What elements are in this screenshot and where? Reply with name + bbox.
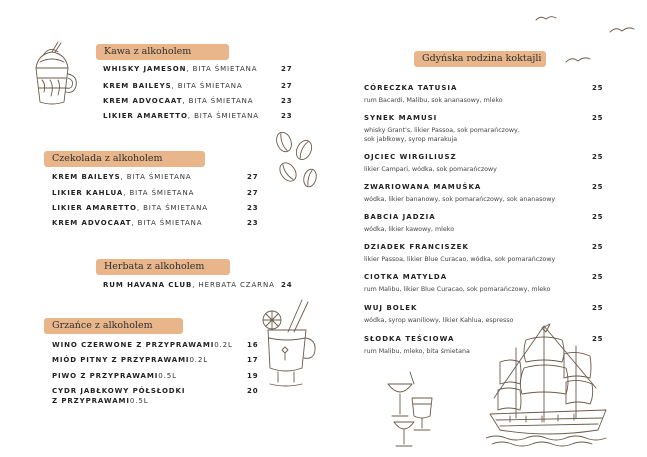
item-name: MIÓD PITNY Z PRZYPRAWAMI <box>52 356 190 364</box>
cocktail-item <box>364 243 604 265</box>
menu-item <box>103 82 293 91</box>
menu-item <box>52 219 262 228</box>
item-price: 23 <box>281 112 293 120</box>
item-desc: 0.5L <box>158 372 177 380</box>
cocktail-name: WUJ BOLEK <box>364 304 418 312</box>
cocktail-glasses-icon <box>384 370 444 450</box>
coffee-beans-icon <box>270 128 326 192</box>
cocktail-price: 25 <box>592 213 604 221</box>
cocktail-desc: likier Passoa, likier Blue Curacao, wódka, sok pomarańczowy <box>364 256 556 263</box>
cocktail-price: 25 <box>592 335 604 343</box>
cocktail-desc-line1: whisky Grant's, likier Passoa, sok pomarańczowy, <box>364 127 520 134</box>
seagulls-icon <box>530 12 640 72</box>
menu-item <box>52 356 262 365</box>
cocktail-name: SŁODKA TEŚCIOWA <box>364 335 455 343</box>
item-price: 17 <box>247 356 259 364</box>
item-desc: , BITA ŚMIETANA <box>171 82 243 90</box>
item-name: KREM BAILEYS <box>52 173 121 181</box>
item-name: CYDR JABŁKOWY PÓŁSŁODKI <box>52 387 186 395</box>
cocktail-desc: rum Malibu, likier Blue Curacao, sok pomarańczowy, mleko <box>364 286 551 293</box>
item-price: 27 <box>247 189 259 197</box>
item-name: LIKIER AMARETTO <box>103 112 188 120</box>
cocktail-price: 25 <box>592 114 604 122</box>
menu-item <box>103 281 298 290</box>
cocktail-item <box>364 84 604 106</box>
item-price: 19 <box>247 372 259 380</box>
cocktail-desc-line2: sok jabłkowy, syrop marakuja <box>364 135 458 143</box>
item-name: PIWO Z PRZYPRAWAMI <box>52 372 159 380</box>
item-desc: , BITA ŚMIETANA <box>123 189 195 197</box>
item-desc: 0.2L <box>214 341 233 349</box>
section-heading-herbata: Herbata z alkoholem <box>96 259 230 275</box>
cocktail-desc <box>364 127 584 144</box>
item-desc: , BITA ŚMIETANA <box>131 219 203 227</box>
item-name: KREM ADVOCAAT <box>103 97 183 105</box>
item-desc: , BITA ŚMIETANA <box>186 65 258 73</box>
cocktail-item <box>364 114 604 144</box>
item-desc: , BITA ŚMIETANA <box>136 204 208 212</box>
section-heading-koktajle: Gdyńska rodzina koktajli <box>414 51 546 67</box>
cocktail-price: 25 <box>592 183 604 191</box>
menu-item <box>52 173 262 182</box>
cocktail-item <box>364 335 604 357</box>
cocktail-desc: wódka, likier kawowy, mleko <box>364 226 455 233</box>
cocktail-item <box>364 153 604 175</box>
cocktail-desc: wódka, syrop waniliowy, likier Kahlua, espresso <box>364 317 514 324</box>
item-desc: 0.5L <box>129 397 149 405</box>
cocktail-desc: likier Campari, wódka, sok pomarańczowy <box>364 166 497 173</box>
item-desc: , BITA ŚMIETANA <box>182 97 254 105</box>
cocktail-price: 25 <box>592 84 604 92</box>
mulled-wine-glass-icon <box>258 298 322 390</box>
cocktail-desc: rum Malibu, mleko, bita śmietana <box>364 348 470 355</box>
item-name: WINO CZERWONE Z PRZYPRAWAMI <box>52 341 215 349</box>
item-name-line2: Z PRZYPRAWAMI <box>52 397 130 405</box>
cocktail-item <box>364 273 604 295</box>
item-price: 27 <box>281 65 293 73</box>
cocktail-item <box>364 213 604 235</box>
item-name: KREM BAILEYS <box>103 82 172 90</box>
cocktail-name: OJCIEC WIRGILIUSZ <box>364 153 457 161</box>
item-name: KREM ADVOCAAT <box>52 219 132 227</box>
cocktail-price: 25 <box>592 243 604 251</box>
cocktail-name: CÓRECZKA TATUSIA <box>364 84 458 92</box>
cocktail-name: CIOTKA MATYLDA <box>364 273 448 281</box>
item-price: 24 <box>281 281 293 289</box>
item-price: 23 <box>281 97 293 105</box>
cocktail-desc: rum Bacardi, Malibu, sok ananasowy, mleko <box>364 97 503 104</box>
menu-item <box>52 387 262 396</box>
menu-item <box>103 65 293 74</box>
menu-item <box>103 97 293 106</box>
cocktail-name: BABCIA JADZIA <box>364 213 436 221</box>
item-name: LIKIER KAHLUA <box>52 189 124 197</box>
menu-item <box>52 204 262 213</box>
menu-item <box>52 189 262 198</box>
cocktail-name: ZWARIOWANA MAMUŚKA <box>364 183 482 191</box>
item-desc: , BITA ŚMIETANA <box>187 112 259 120</box>
section-heading-czekolada: Czekolada z alkoholem <box>44 151 205 167</box>
item-price: 23 <box>247 219 259 227</box>
item-name: LIKIER AMARETTO <box>52 204 137 212</box>
section-heading-grzance: Grzańce z alkoholem <box>44 318 183 334</box>
item-desc: , BITA ŚMIETANA <box>120 173 192 181</box>
item-desc: , HERBATA CZARNA <box>192 281 275 289</box>
cocktail-item <box>364 183 604 205</box>
cocktail-item <box>364 304 604 326</box>
item-desc: 0.2L <box>189 356 209 364</box>
coffee-cup-icon <box>24 40 82 112</box>
menu-item <box>103 112 293 121</box>
cocktail-desc: wódka, likier bananowy, sok pomarańczowy, sok ananasowy <box>364 196 556 203</box>
cocktail-name: DZIADEK FRANCISZEK <box>364 243 469 251</box>
section-heading-kawa: Kawa z alkoholem <box>96 44 229 60</box>
item-name: WHISKY JAMESON <box>103 65 187 73</box>
cocktail-price: 25 <box>592 304 604 312</box>
cocktail-price: 25 <box>592 153 604 161</box>
menu-item <box>52 372 262 381</box>
item-price: 16 <box>247 341 259 349</box>
cocktail-price: 25 <box>592 273 604 281</box>
item-price: 23 <box>247 204 259 212</box>
menu-item-continued <box>52 397 262 406</box>
cocktail-name: SYNEK MAMUSI <box>364 114 438 122</box>
item-price: 27 <box>247 173 259 181</box>
item-name: RUM HAVANA CLUB <box>103 281 193 289</box>
item-price: 20 <box>247 387 259 395</box>
menu-item <box>52 341 262 350</box>
item-price: 27 <box>281 82 293 90</box>
